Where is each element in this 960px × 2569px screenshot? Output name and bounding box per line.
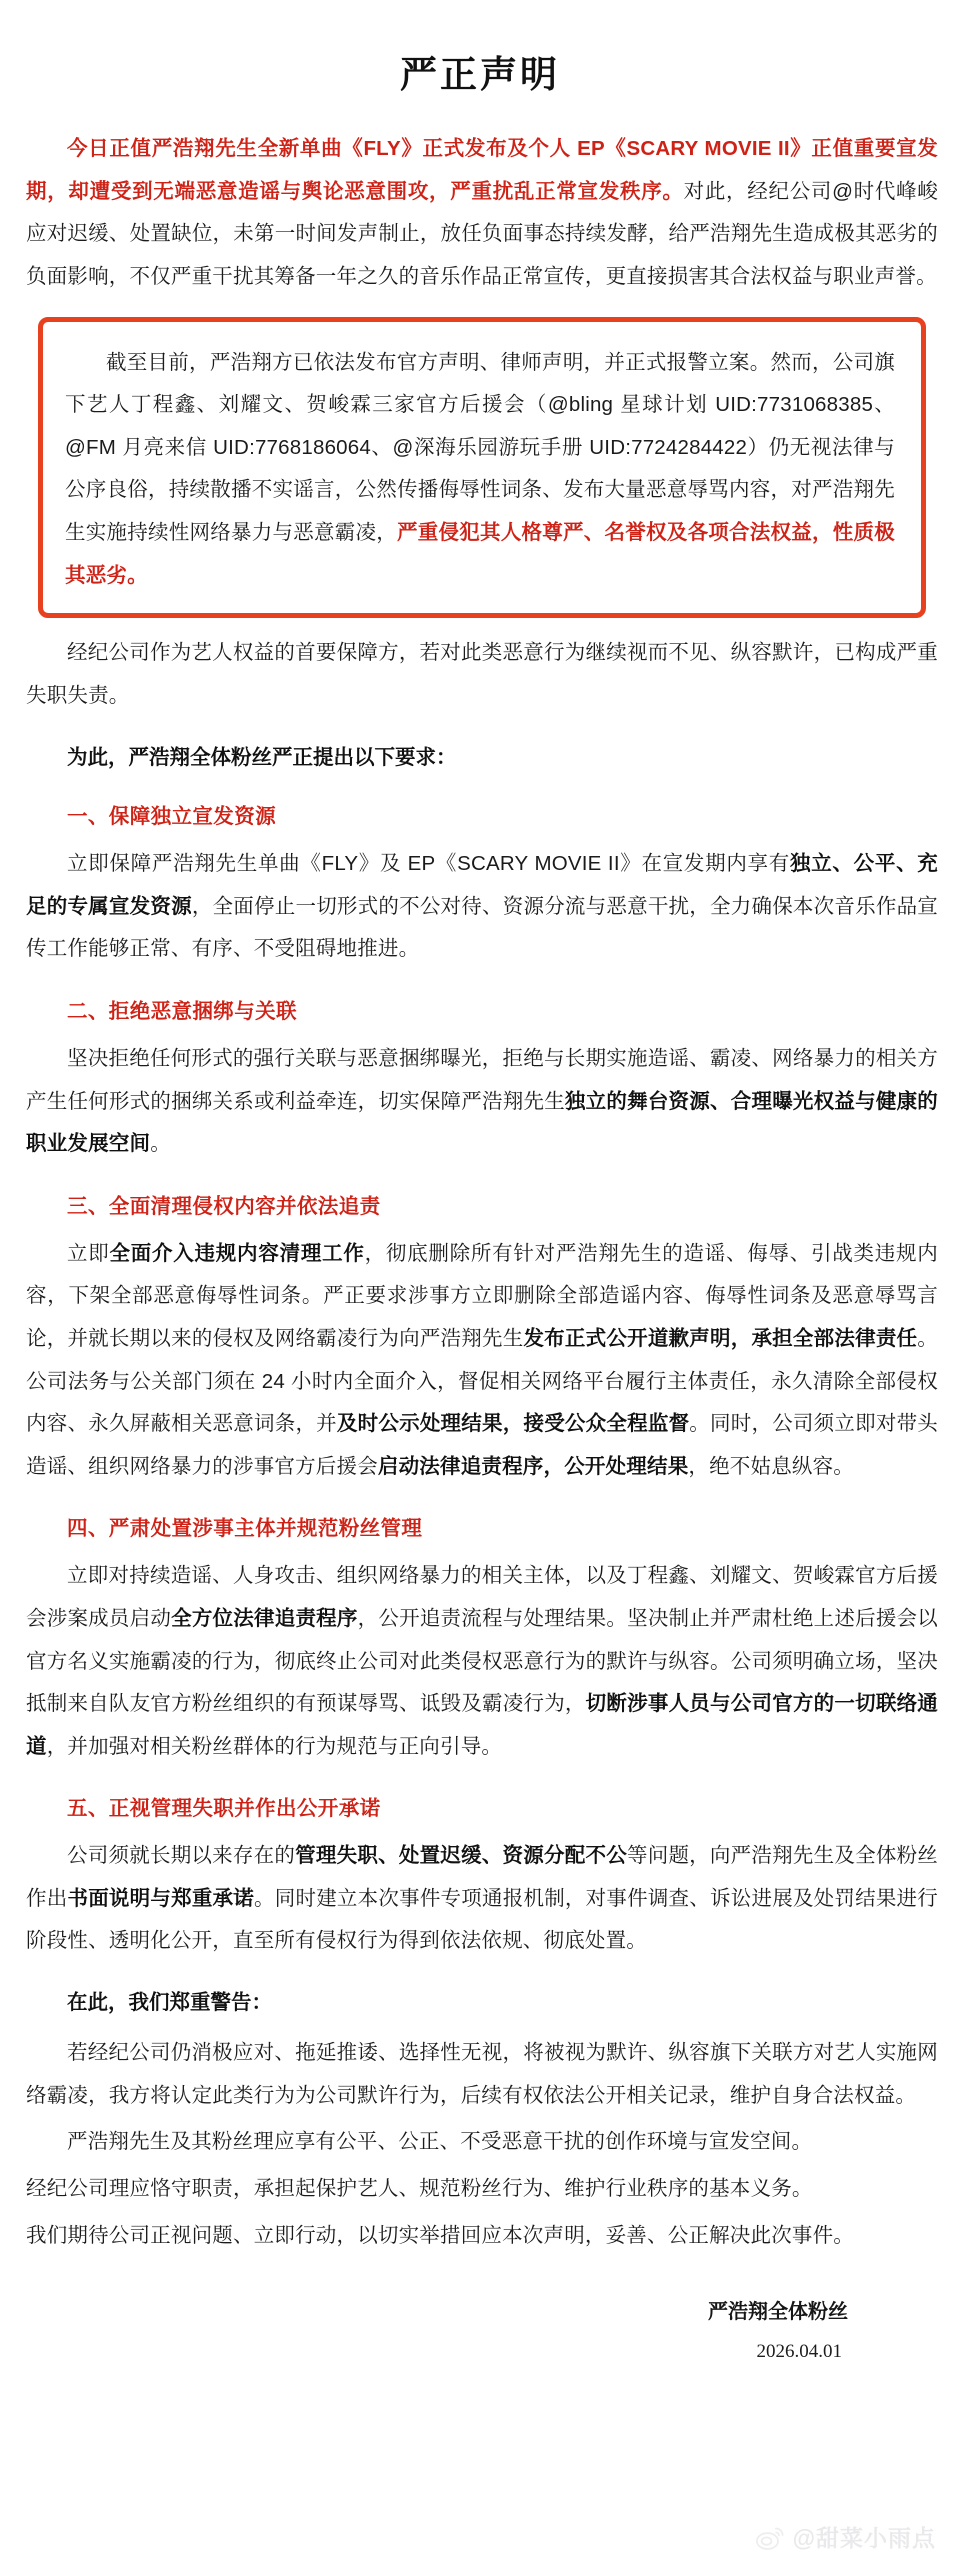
section-heading-2: 二、拒绝恶意捆绑与关联	[67, 1000, 297, 1024]
weibo-watermark-handle: @甜菜小雨点	[792, 2524, 936, 2551]
s2-plain-2: 。	[150, 1132, 171, 1156]
s3-plain-1: 立即	[67, 1241, 110, 1265]
s5-plain-1: 公司须就长期以来存在的	[67, 1844, 296, 1868]
signature-name: 严浩翔全体粉丝	[708, 2301, 848, 2324]
closing-paragraph-2: 经纪公司理应恪守职责，承担起保护艺人、规范粉丝行为、维护行业秩序的基本义务。	[26, 2176, 813, 2200]
warning-heading: 在此，我们郑重警告：	[67, 1991, 272, 2015]
signature-block	[26, 2291, 938, 2371]
lead-rest: 对此，经纪公司@时代峰峻 应对迟缓、处置缺位，未第一时间发声制止，放任负面事态持续发酵，给严浩翔先生造成极其恶劣的负面影响，不仅严重干扰其筹备一年之久的音乐作品正常宣传，更直接损害其合法权益与职业声誉。	[26, 179, 938, 288]
closing-paragraph-1: 严浩翔先生及其粉丝理应享有公平、公正、不受恶意干扰的创作环境与宣发空间。	[67, 2130, 813, 2154]
s4-bold-2: 切断涉事人员与公司官方的一切联络通道	[26, 1692, 938, 1758]
s3-plain-2: ，彻底删除所有针对严浩翔先生的造谣、侮辱、引战类违规内容，下架全部恶意侮辱性词条。严正要求涉事方立即删除全部造谣内容、侮辱性词条及恶意辱骂言论，并就长期以来的侵权及网络霸凌行为向严浩翔先生	[26, 1241, 938, 1350]
weibo-eye-icon	[756, 2525, 786, 2551]
document-body	[0, 128, 960, 2371]
s5-bold-1: 管理失职、处置迟缓、资源分配不公	[295, 1844, 627, 1868]
s2-bold-1: 独立的舞台资源、合理曝光权益与健康的职业发展空间	[26, 1089, 938, 1156]
weibo-watermark	[756, 2525, 936, 2551]
section-body-5	[26, 1835, 938, 1963]
s3-plain-5: ，绝不姑息纵容。	[688, 1454, 855, 1478]
s1-plain-1: 立即保障严浩翔先生单曲《FLY》及 EP《SCARY MOVIE II》在宣发期内享有	[67, 852, 790, 876]
callout-text-main: 截至目前，严浩翔方已依法发布官方声明、律师声明，并正式报警立案。然而，公司旗下艺人丁程鑫、刘耀文、贺峻霖三家官方后援会（@bling 星球计划 UID:7731068385、@FM 月亮来信 UID:7768186064、@深海乐园游玩手册 UID:7724284422）仍无视法律与公序良俗，持续散播不实谣言，公然传播侮辱性词条、发布大量恶意辱骂内容，对严浩翔先生实施持续性网络暴力与恶意霸凌，	[65, 350, 895, 544]
s1-plain-2: ，全面停止一切形式的不公对待、资源分流与恶意干扰，全力确保本次音乐作品宣传工作能够正常、有序、不受阻碍地推进。	[26, 894, 938, 961]
section-body-3	[26, 1233, 938, 1489]
page-title: 严正声明	[400, 54, 560, 95]
section-heading-4: 四、严肃处置涉事主体并规范粉丝管理	[67, 1517, 423, 1541]
demands-intro-heading: 为此，严浩翔全体粉丝严正提出以下要求：	[67, 745, 457, 769]
section-heading-1: 一、保障独立宣发资源	[67, 805, 276, 829]
s5-bold-2: 书面说明与郑重承诺	[67, 1886, 255, 1910]
section-heading-3: 三、全面清理侵权内容并依法追责	[67, 1194, 381, 1218]
section-body-2	[26, 1038, 938, 1166]
s3-bold-2: 发布正式公开道歉声明，承担全部法律责任	[523, 1326, 918, 1350]
s4-plain-2: ，公开追责流程与处理结果。坚决制止并严肃杜绝上述后援会以官方名义实施霸凌的行为，彻底终止公司对此类侵权恶意行为的默许与纵容。公司须明确立场，坚决抵制来自队友官方粉丝组织的有预谋辱骂、诋毁及霸凌行为，	[26, 1606, 938, 1716]
section-heading-5: 五、正视管理失职并作出公开承诺	[67, 1797, 381, 1821]
highlight-callout-box	[38, 317, 926, 619]
s3-plain-3: 。公司法务与公关部门须在 24 小时内全面介入，督促相关网络平台履行主体责任，永久清除全部侵权内容、永久屏蔽相关恶意词条，并	[26, 1326, 938, 1436]
section-body-4	[26, 1555, 938, 1768]
s5-plain-2: 等问题，向严浩翔先生及全体粉丝作出	[26, 1844, 939, 1910]
callout-paragraph	[65, 342, 895, 598]
lead-paragraph	[26, 128, 938, 299]
signature-date: 2026.04.01	[756, 2341, 842, 2363]
callout-text-red: 严重侵犯其人格尊严、名誉权及各项合法权益，性质极其恶劣。	[65, 521, 895, 587]
s5-plain-3: 。同时建立本次事件专项通报机制，对事件调查、诉讼进展及处罚结果进行阶段性、透明化公开，直至所有侵权行为得到依法依规、彻底处置。	[26, 1886, 938, 1953]
s4-bold-1: 全方位法律追责程序	[171, 1606, 358, 1630]
lead-red-emphasis: 今日正值严浩翔先生全新单曲《FLY》正式发布及个人 EP《SCARY MOVIE II》正值重要宣发期，却遭受到无端恶意造谣与舆论恶意围攻，严重扰乱正常宣发秩序。	[26, 137, 938, 203]
post-callout-paragraph: 经纪公司作为艺人权益的首要保障方，若对此类恶意行为继续视而不见、纵容默许，已构成严重失职失责。	[26, 641, 938, 707]
closing-paragraph-3: 我们期待公司正视问题、立即行动，以切实举措回应本次声明，妥善、公正解决此次事件。	[26, 2223, 854, 2247]
s3-bold-3: 及时公示处理结果，接受公众全程监督	[336, 1412, 690, 1436]
s2-plain-1: 坚决拒绝任何形式的强行关联与恶意捆绑曝光，拒绝与长期实施造谣、霸凌、网络暴力的相关方产生任何形式的捆绑关系或利益牵连，切实保障严浩翔先生	[26, 1046, 938, 1113]
section-body-1	[26, 843, 938, 971]
s1-bold-1: 独立、公平、充足的专属宣发资源	[26, 852, 938, 918]
s3-plain-4: 。同时，公司须立即对带头造谣、组织网络暴力的涉事官方后援会	[26, 1412, 939, 1478]
s4-plain-1: 立即对持续造谣、人身攻击、组织网络暴力的相关主体，以及丁程鑫、刘耀文、贺峻霖官方后援会涉案成员启动	[26, 1564, 938, 1630]
s3-bold-4: 启动法律追责程序，公开处理结果	[377, 1454, 689, 1478]
s3-bold-1: 全面介入违规内容清理工作	[109, 1241, 365, 1265]
s4-plain-3: ，并加强对相关粉丝群体的行为规范与正向引导。	[46, 1734, 503, 1758]
warning-body: 若经纪公司仍消极应对、拖延推诿、选择性无视，将被视为默许、纵容旗下关联方对艺人实施网络霸凌，我方将认定此类行为为公司默许行为，后续有权依法公开相关记录，维护自身合法权益。	[26, 2041, 938, 2107]
